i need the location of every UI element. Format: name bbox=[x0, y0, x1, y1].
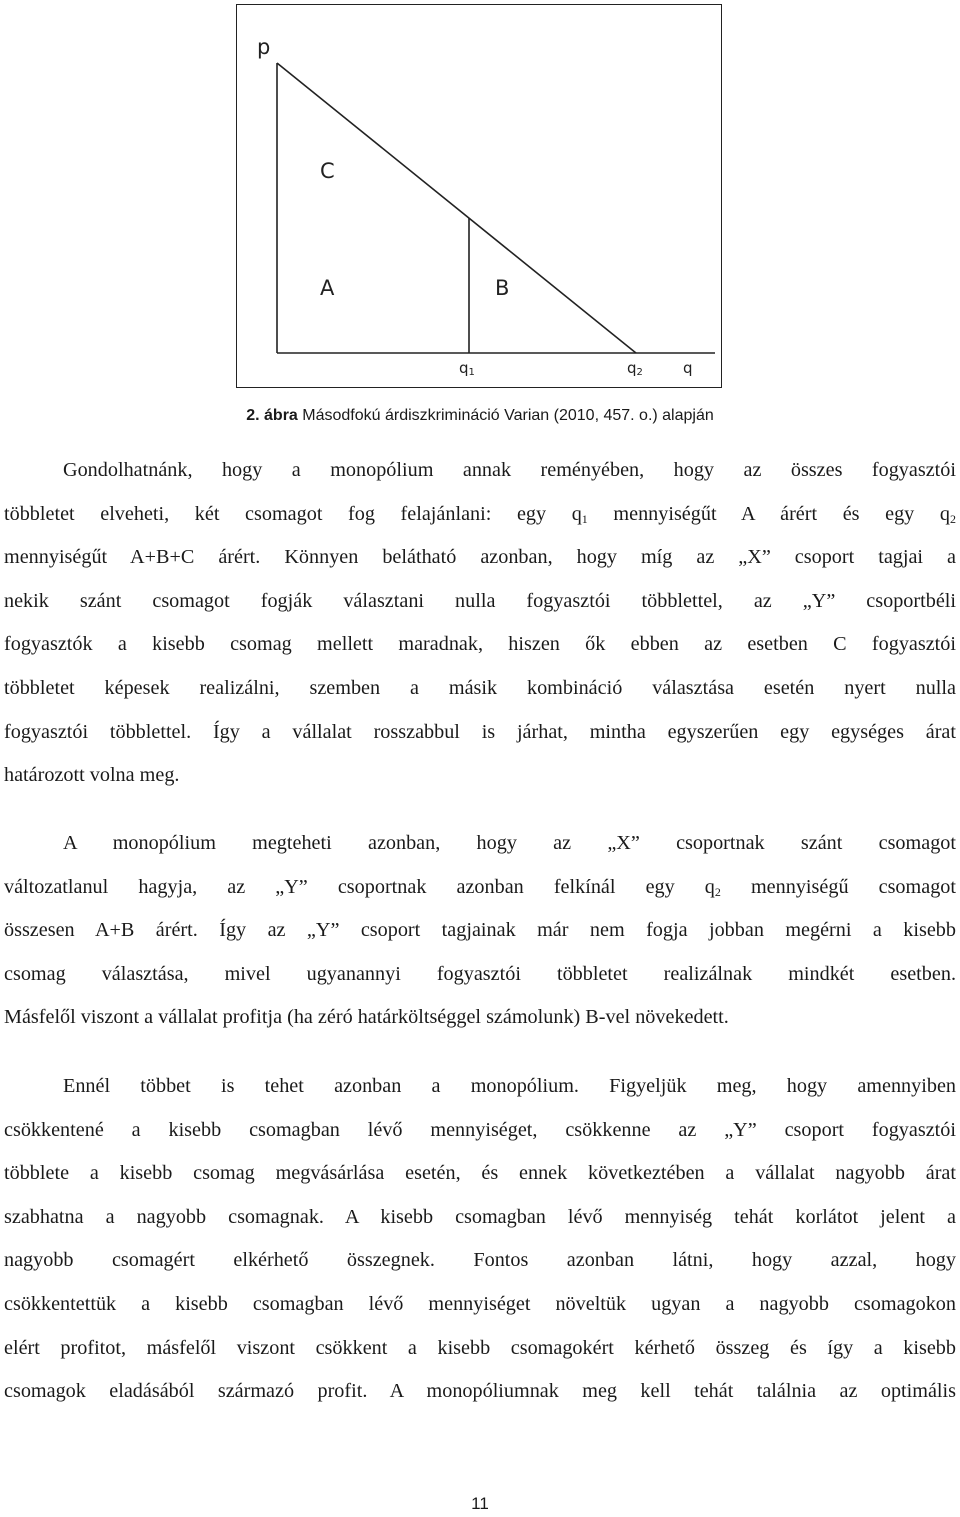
area-b-label: B bbox=[495, 276, 510, 300]
para2-line-4: csomag választása, mivel ugyanannyi fogyasztói többletet realizálnak mindkét esetben. bbox=[4, 962, 956, 985]
para1-line-8: határozott volna meg. bbox=[4, 764, 180, 787]
paragraph-2 bbox=[4, 822, 956, 1040]
page-number: 11 bbox=[471, 1494, 489, 1513]
para2-line-1: A monopólium megteheti azonban, hogy az „X” csoportnak szánt csomagot bbox=[63, 832, 956, 854]
figure-diagram bbox=[237, 5, 723, 389]
para1-line-1: Gondolhatnánk, hogy a monopólium annak reményében, hogy az összes fogyasztói bbox=[63, 459, 956, 481]
caption-text: Másodfokú árdiszkrimináció Varian (2010, 457. o.) alapján bbox=[302, 407, 714, 424]
para3-line-2: csökkentené a kisebb csomagban lévő mennyiséget, csökkenne az „Y” csoport fogyasztói bbox=[4, 1118, 956, 1141]
q2-label: $q_2$ bbox=[627, 359, 643, 378]
para1-line-2: többletet elveheti, két csomagot fog felajánlani: egy $q_1$ mennyiségűt A árért és egy $q_2$ bbox=[4, 502, 956, 526]
para1-line-7: fogyasztói többlettel. Így a vállalat rosszabbul is járhat, mintha egyszerűen egy egységes árat bbox=[4, 720, 956, 743]
para3-line-7: elért profitot, másfelől viszont csökkent a kisebb csomagokért kérhető összeg és így a kisebb bbox=[4, 1336, 956, 1359]
figure-caption bbox=[0, 407, 960, 425]
para1-line-3: mennyiségűt A+B+C árért. Könnyen belátható azonban, hogy míg az „X” csoport tagjai a bbox=[4, 546, 956, 569]
paragraph-1 bbox=[4, 449, 956, 798]
para3-line-8: csomagok eladásából származó profit. A monopóliumnak meg kell tehát találnia az optimális bbox=[4, 1380, 956, 1403]
para3-line-5: nagyobb csomagért elkérhető összegnek. Fontos azonban látni, hogy azzal, hogy bbox=[4, 1249, 956, 1272]
x-axis-label: q bbox=[683, 359, 693, 377]
para2-line-2: változatlanul hagyja, az „Y” csoportnak azonban felkínál egy $q_2$ mennyiségű csomagot bbox=[4, 875, 956, 899]
figure-frame bbox=[236, 4, 722, 388]
para1-line-4: nekik szánt csomagot fogják választani nulla fogyasztói többlettel, az „Y” csoportbéli bbox=[4, 589, 956, 612]
area-a-label: A bbox=[320, 276, 335, 300]
para2-line-3: összesen A+B árért. Így az „Y” csoport tagjainak már nem fogja jobban megérni a kisebb bbox=[4, 919, 956, 942]
para3-line-1: Ennél többet is tehet azonban a monopólium. Figyeljük meg, hogy amennyiben bbox=[63, 1075, 956, 1097]
para2-line-5: Másfelől viszont a vállalat profitja (ha zéró határköltséggel számolunk) B-vel növekedett. bbox=[4, 1006, 729, 1029]
q1-label: $q_1$ bbox=[459, 359, 475, 378]
area-c-label: C bbox=[320, 159, 335, 183]
para3-line-3: többlete a kisebb csomag megvásárlása esetén, és ennek következtében a vállalat nagyobb árat bbox=[4, 1162, 956, 1185]
caption-number: 2. ábra bbox=[246, 407, 298, 424]
demand-line bbox=[277, 63, 636, 353]
para3-line-6: csökkentettük a kisebb csomagban lévő mennyiséget növeltük ugyan a nagyobb csomagokon bbox=[4, 1292, 956, 1315]
para3-line-4: szabhatna a nagyobb csomagnak. A kisebb csomagban lévő mennyiség tehát korlátot jelent a bbox=[4, 1205, 956, 1228]
para1-line-5: fogyasztók a kisebb csomag mellett maradnak, hiszen ők ebben az esetben C fogyasztói bbox=[4, 633, 956, 656]
paragraph-3 bbox=[4, 1065, 956, 1414]
para1-line-6: többletet képesek realizálni, szemben a másik kombináció választása esetén nyert nulla bbox=[4, 676, 956, 699]
y-axis-label: p bbox=[257, 35, 271, 59]
